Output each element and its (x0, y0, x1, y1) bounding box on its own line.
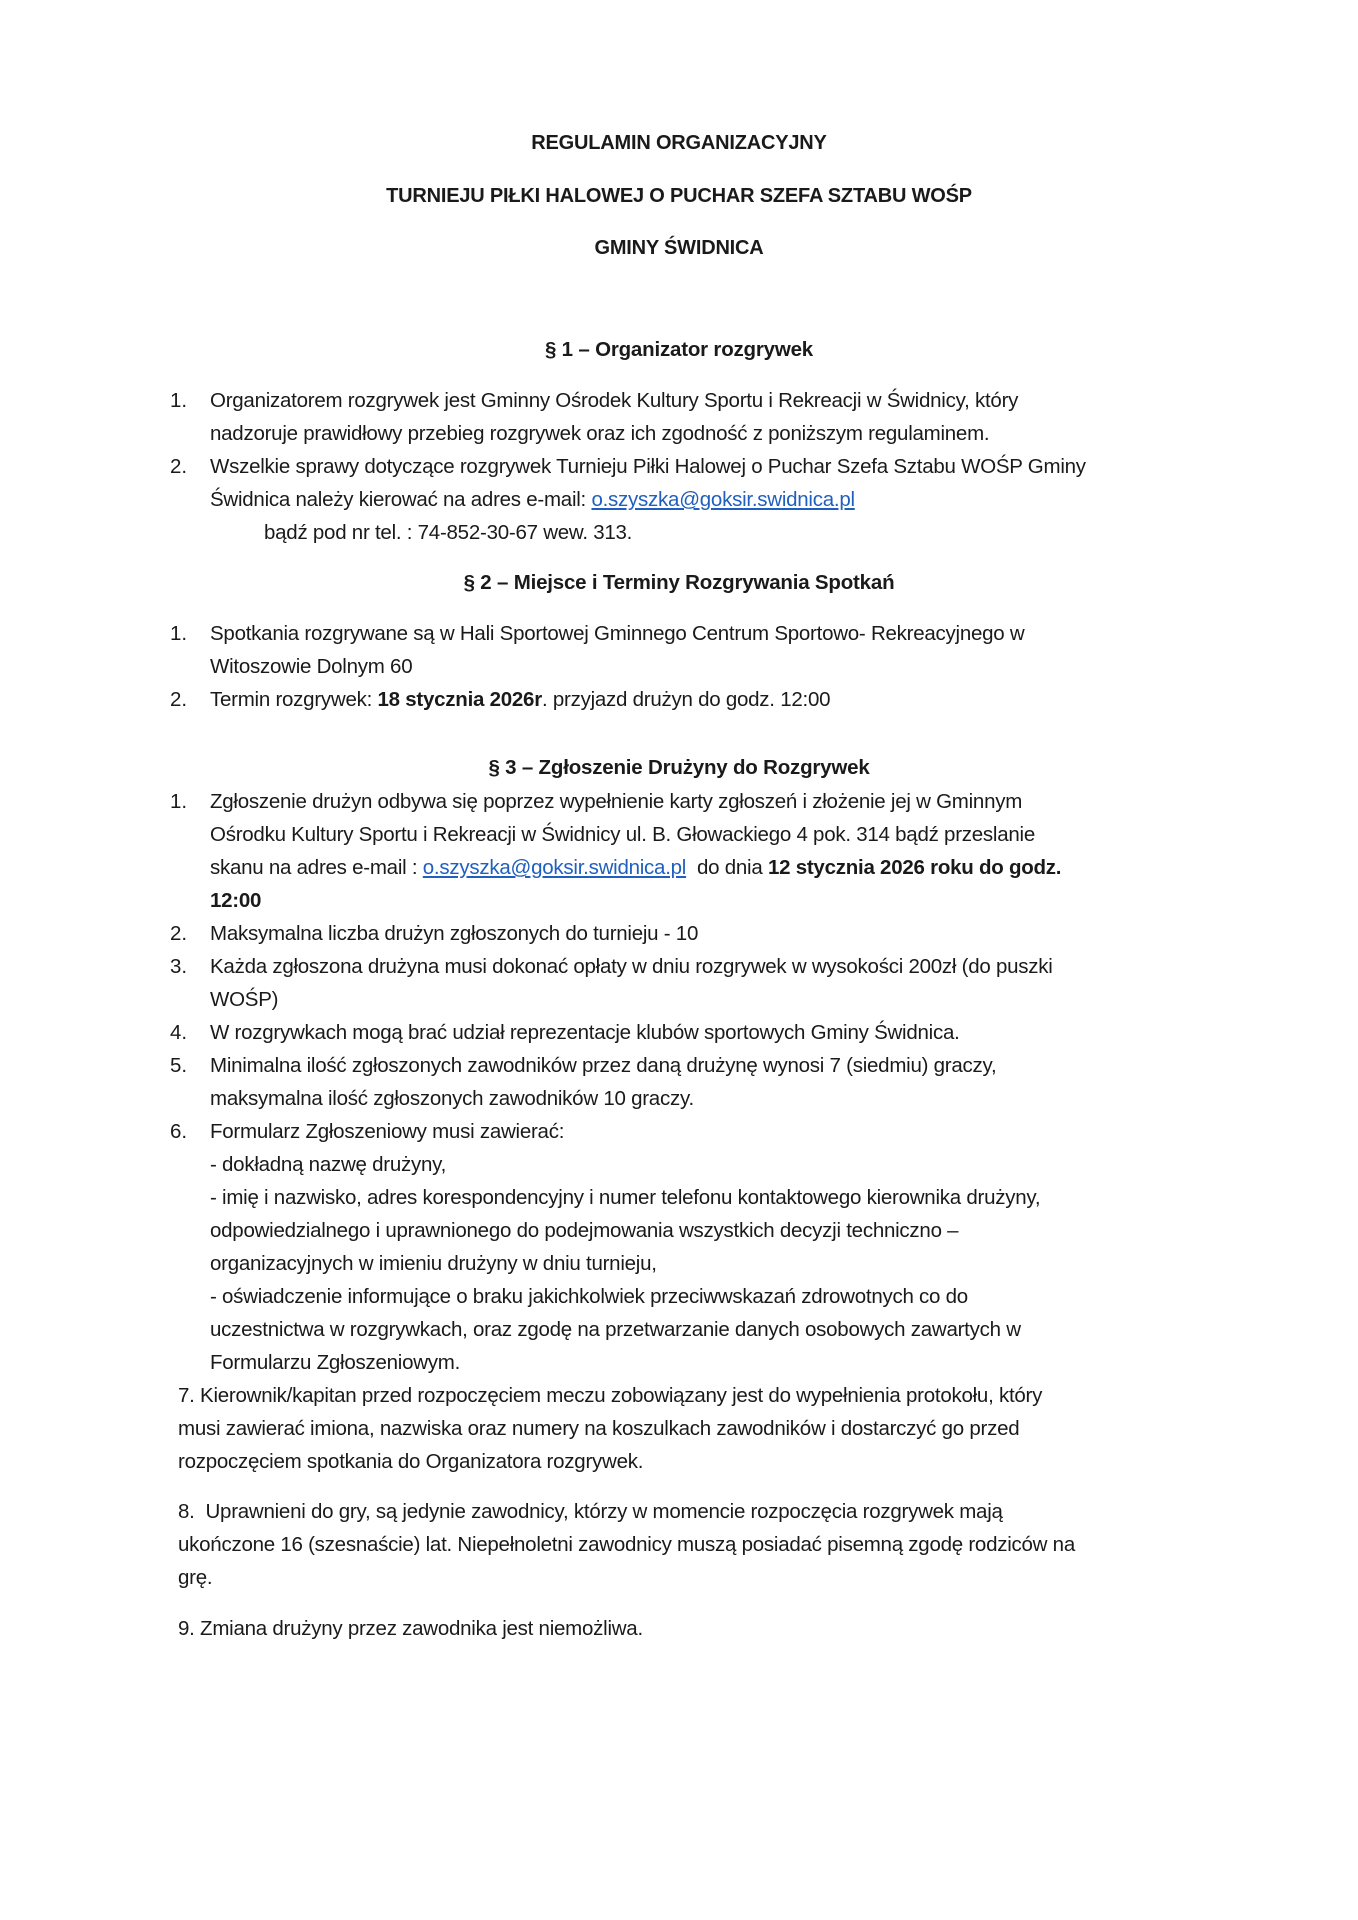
s3-item-6-number: 6. (170, 1120, 188, 1143)
s3-item-6-line-8: Formularzu Zgłoszeniowym. (210, 1351, 461, 1374)
s2-item-2-number: 2. (170, 688, 188, 711)
section-1-heading: § 1 – Organizator rozgrywek (544, 338, 814, 361)
paragraph-7-line-3: rozpoczęciem spotkania do Organizatora rozgrywek. (178, 1450, 644, 1473)
s3-item-5-line-1: Minimalna ilość zgłoszonych zawodników przez daną drużynę wynosi 7 (siedmiu) graczy, (210, 1054, 997, 1077)
s3-item-4-line-1: W rozgrywkach mogą brać udział reprezentacje klubów sportowych Gminy Świdnica. (210, 1021, 960, 1044)
s3-item-1-line-1: Zgłoszenie drużyn odbywa się poprzez wypełnienie karty zgłoszeń i złożenie jej w Gminnym (210, 790, 1023, 813)
s3-item-5-line-2: maksymalna ilość zgłoszonych zawodników 10 graczy. (210, 1087, 694, 1110)
s1-item-2-line-1: Wszelkie sprawy dotyczące rozgrywek Turnieju Piłki Halowej o Puchar Szefa Sztabu WOŚP Gminy (210, 455, 1086, 478)
s3-item-1-line-3 (210, 856, 1061, 880)
s3-item-6-line-6: - oświadczenie informujące o braku jakichkolwiek przeciwwskazań zdrowotnych co do (210, 1285, 968, 1308)
s3-item-4-number: 4. (170, 1021, 188, 1044)
email-link[interactable]: o.szyszka@goksir.swidnica.pl (422, 856, 687, 879)
document-title-line-1: REGULAMIN ORGANIZACYJNY (531, 132, 827, 154)
s3-item-1-deadline-time: 12:00 (210, 889, 262, 912)
s3-item-6-line-4: odpowiedzialnego i uprawnionego do podejmowania wszystkich decyzji techniczno – (210, 1219, 959, 1242)
paragraph-7-line-1: 7. Kierownik/kapitan przed rozpoczęciem meczu zobowiązany jest do wypełnienia protokołu, który (178, 1384, 1043, 1407)
email-link[interactable]: o.szyszka@goksir.swidnica.pl (591, 488, 855, 511)
s3-item-2-number: 2. (170, 922, 188, 945)
s3-item-1-line-2: Ośrodku Kultury Sportu i Rekreacji w Świdnicy ul. B. Głowackiego 4 pok. 314 bądź przeslanie (210, 823, 1035, 846)
s1-item-1-number: 1. (170, 389, 188, 412)
s2-item-1-line-1: Spotkania rozgrywane są w Hali Sportowej Gminnego Centrum Sportowo- Rekreacyjnego w (210, 622, 1025, 645)
s2-item-2-date: 18 stycznia 2026r (377, 688, 542, 711)
s2-item-2-suffix: . przyjazd drużyn do godz. 12:00 (541, 688, 831, 711)
s3-item-6-line-3: - imię i nazwisko, adres korespondencyjny i numer telefonu kontaktowego kierownika drużyny, (210, 1186, 1041, 1209)
s3-item-2-line-1: Maksymalna liczba drużyn zgłoszonych do turnieju - 10 (210, 922, 699, 945)
paragraph-8-line-3: grę. (178, 1566, 213, 1589)
s3-item-1-deadline-prefix: do dnia (686, 856, 768, 879)
s3-item-3-line-1: Każda zgłoszona drużyna musi dokonać opłaty w dniu rozgrywek w wysokości 200zł (do puszki (210, 955, 1053, 978)
section-2-heading: § 2 – Miejsce i Terminy Rozgrywania Spotkań (463, 571, 895, 594)
document-title-line-3: GMINY ŚWIDNICA (594, 237, 764, 259)
section-3-heading: § 3 – Zgłoszenie Drużyny do Rozgrywek (488, 756, 870, 779)
s1-item-2-number: 2. (170, 455, 188, 478)
s3-item-6-line-5: organizacyjnych w imieniu drużyny w dniu turnieju, (210, 1252, 657, 1275)
s2-item-2-line (210, 688, 830, 712)
s1-item-1-line-2: nadzoruje prawidłowy przebieg rozgrywek oraz ich zgodność z poniższym regulaminem. (210, 422, 990, 445)
document-title-line-2: TURNIEJU PIŁKI HALOWEJ O PUCHAR SZEFA SZTABU WOŚP (386, 185, 972, 207)
s2-item-2-prefix: Termin rozgrywek: (210, 688, 378, 711)
s3-item-6-line-1: Formularz Zgłoszeniowy musi zawierać: (210, 1120, 565, 1143)
s1-item-1-line-1: Organizatorem rozgrywek jest Gminny Ośrodek Kultury Sportu i Rekreacji w Świdnicy, który (210, 389, 1019, 412)
s2-item-1-line-2: Witoszowie Dolnym 60 (210, 655, 413, 678)
s1-item-2-email-prefix: Świdnica należy kierować na adres e-mail: (210, 488, 592, 511)
paragraph-9-line-1: 9. Zmiana drużyny przez zawodnika jest niemożliwa. (178, 1617, 643, 1640)
s3-item-3-number: 3. (170, 955, 188, 978)
s3-item-1-number: 1. (170, 790, 188, 813)
paragraph-8-line-2: ukończone 16 (szesnaście) lat. Niepełnoletni zawodnicy muszą posiadać pisemną zgodę rodziców na (178, 1533, 1075, 1556)
s3-item-5-number: 5. (170, 1054, 188, 1077)
s3-item-1-email-prefix: skanu na adres e-mail : (210, 856, 423, 879)
s3-item-3-line-2: WOŚP) (210, 988, 279, 1011)
s3-item-1-deadline: 12 stycznia 2026 roku do godz. (767, 856, 1062, 879)
paragraph-8-line-1: 8. Uprawnieni do gry, są jedynie zawodnicy, którzy w momencie rozpoczęcia rozgrywek mają (178, 1500, 1003, 1523)
paragraph-7-line-2: musi zawierać imiona, nazwiska oraz numery na koszulkach zawodników i dostarczyć go przed (178, 1417, 1020, 1440)
s2-item-1-number: 1. (170, 622, 188, 645)
s3-item-6-line-7: uczestnictwa w rozgrywkach, oraz zgodę na przetwarzanie danych osobowych zawartych w (210, 1318, 1021, 1341)
s3-item-1-line-4 (210, 889, 261, 913)
s3-item-6-line-2: - dokładną nazwę drużyny, (210, 1153, 447, 1176)
s1-item-2-phone: bądź pod nr tel. : 74-852-30-67 wew. 313. (264, 521, 633, 544)
s1-item-2-line-2 (210, 488, 855, 512)
